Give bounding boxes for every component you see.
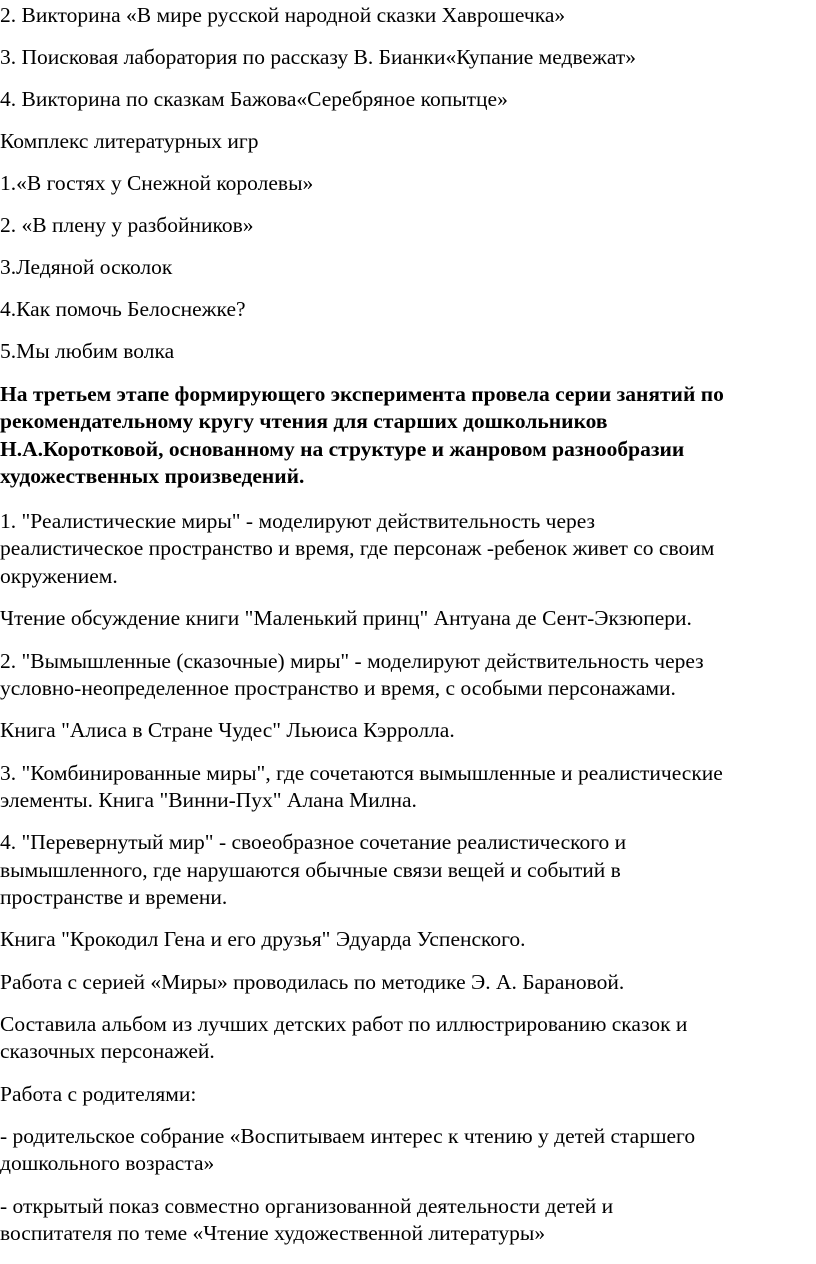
- fictional-worlds-line-2: условно-неопределенное пространство и время, с особыми персонажами.: [0, 676, 676, 700]
- realistic-worlds-line-3: окружением.: [0, 564, 118, 588]
- open-show-line-2: воспитателя по теме «Чтение художественной литературы»: [0, 1221, 546, 1245]
- open-show-line-1: - открытый показ совместно организованной деятельности детей и: [0, 1194, 614, 1218]
- list-item-robbers: 2. «В плену у разбойников»: [0, 213, 254, 237]
- album-line-1: Составила альбом из лучших детских работ по иллюстрированию сказок и: [0, 1012, 688, 1036]
- bold-paragraph-line-4: художественных произведений.: [0, 464, 305, 488]
- inverted-world-line-1: 4. "Перевернутый мир" - своеобразное сочетание реалистического и: [0, 830, 627, 854]
- list-item-ice-shard: 3.Ледяной осколок: [0, 255, 173, 279]
- gena-crocodile-line: Книга "Крокодил Гена и его друзья" Эдуарда Успенского.: [0, 927, 526, 951]
- combined-worlds-line-1: 3. "Комбинированные миры", где сочетаются вымышленные и реалистические: [0, 761, 723, 785]
- parents-meeting-line-1: - родительское собрание «Воспитываем интерес к чтению у детей старшего: [0, 1124, 696, 1148]
- bold-paragraph-line-1: На третьем этапе формирующего эксперимента провела серии занятий по: [0, 382, 724, 406]
- parents-heading: Работа с родителями:: [0, 1082, 197, 1106]
- album-line-2: сказочных персонажей.: [0, 1039, 215, 1063]
- bold-paragraph-line-2: рекомендательному кругу чтения для старших дошкольников: [0, 409, 608, 433]
- list-item-quiz-khavroshechka: 2. Викторина «В мире русской народной сказки Хаврошечка»: [0, 3, 566, 27]
- inverted-world-line-2: вымышленного, где нарушаются обычные связи вещей и событий в: [0, 858, 621, 882]
- list-item-wolf: 5.Мы любим волка: [0, 339, 175, 363]
- combined-worlds-line-2: элементы. Книга "Винни-Пух" Алана Милна.: [0, 788, 417, 812]
- worlds-series-line: Работа с серией «Миры» проводилась по методике Э. А. Барановой.: [0, 970, 625, 994]
- little-prince-line: Чтение обсуждение книги "Маленький принц" Антуана де Сент-Экзюпери.: [0, 606, 692, 630]
- realistic-worlds-line-1: 1. "Реалистические миры" - моделируют действительность через: [0, 509, 596, 533]
- list-item-bianki-lab: 3. Поисковая лаборатория по рассказу В. Бианки«Купание медвежат»: [0, 45, 637, 69]
- bold-paragraph-line-3: Н.А.Коротковой, основанному на структуре и жанровом разнообразии: [0, 437, 685, 461]
- section-heading-games: Комплекс литературных игр: [0, 129, 259, 153]
- list-item-bazhov-quiz: 4. Викторина по сказкам Бажова«Серебряное копытце»: [0, 87, 508, 111]
- realistic-worlds-line-2: реалистическое пространство и время, где персонаж -ребенок живет со своим: [0, 536, 715, 560]
- fictional-worlds-line-1: 2. "Вымышленные (сказочные) миры" - моделируют действительность через: [0, 649, 704, 673]
- list-item-snow-white: 4.Как помочь Белоснежке?: [0, 297, 246, 321]
- alice-line: Книга "Алиса в Стране Чудес" Льюиса Кэрролла.: [0, 718, 455, 742]
- list-item-snow-queen: 1.«В гостях у Снежной королевы»: [0, 171, 314, 195]
- inverted-world-line-3: пространстве и времени.: [0, 885, 228, 909]
- parents-meeting-line-2: дошкольного возраста»: [0, 1151, 215, 1175]
